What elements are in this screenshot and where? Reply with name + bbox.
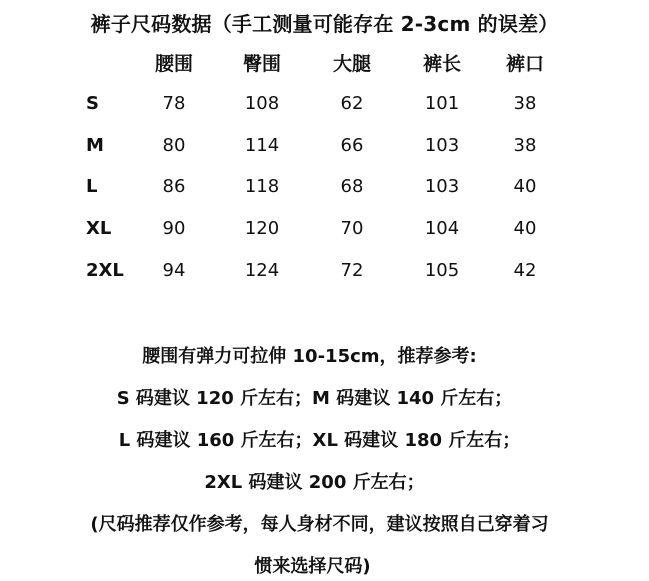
size-label: 2XL <box>86 260 124 281</box>
header-thigh: 大腿 <box>332 53 371 75</box>
length-value: 104 <box>424 218 460 239</box>
waist-value: 80 <box>162 135 186 156</box>
leg-opening-value: 38 <box>513 93 537 114</box>
page-title: 裤子尺码数据（手工测量可能存在 2-3cm 的误差） <box>90 12 559 36</box>
size-label: XL <box>86 218 112 239</box>
hip-value: 120 <box>244 218 280 239</box>
recommendation-s-m: S 码建议 120 斤左右；M 码建议 140 斤左右； <box>116 388 513 409</box>
hip-value: 108 <box>244 93 280 114</box>
waist-value: 78 <box>162 93 186 114</box>
waist-value: 94 <box>162 260 186 281</box>
thigh-value: 72 <box>340 260 364 281</box>
recommendation-2xl: 2XL 码建议 200 斤左右； <box>204 472 425 493</box>
recommendation-l-xl: L 码建议 160 斤左右；XL 码建议 180 斤左右； <box>118 430 521 451</box>
length-value: 105 <box>424 260 460 281</box>
hip-value: 114 <box>244 135 280 156</box>
elastic-waist-note: 腰围有弹力可拉伸 10-15cm，推荐参考: <box>142 346 477 367</box>
hip-value: 118 <box>244 176 280 197</box>
length-value: 103 <box>424 135 460 156</box>
size-label: M <box>86 135 104 156</box>
size-label: L <box>86 176 98 197</box>
leg-opening-value: 42 <box>513 260 537 281</box>
disclaimer-line-1: (尺码推荐仅作参考，每人身材不同，建议按照自己穿着习 <box>90 514 549 535</box>
waist-value: 86 <box>162 176 186 197</box>
thigh-value: 68 <box>340 176 364 197</box>
leg-opening-value: 40 <box>513 218 537 239</box>
leg-opening-value: 40 <box>513 176 537 197</box>
header-waist: 腰围 <box>154 53 193 75</box>
header-hip: 臀围 <box>242 53 281 75</box>
leg-opening-value: 38 <box>513 135 537 156</box>
length-value: 103 <box>424 176 460 197</box>
thigh-value: 70 <box>340 218 364 239</box>
hip-value: 124 <box>244 260 280 281</box>
header-length: 裤长 <box>422 53 461 75</box>
thigh-value: 66 <box>340 135 364 156</box>
thigh-value: 62 <box>340 93 364 114</box>
header-leg-opening: 裤口 <box>505 53 544 75</box>
waist-value: 90 <box>162 218 186 239</box>
disclaimer-line-2: 惯来选择尺码) <box>254 556 371 577</box>
size-label: S <box>86 93 99 114</box>
length-value: 101 <box>424 93 460 114</box>
